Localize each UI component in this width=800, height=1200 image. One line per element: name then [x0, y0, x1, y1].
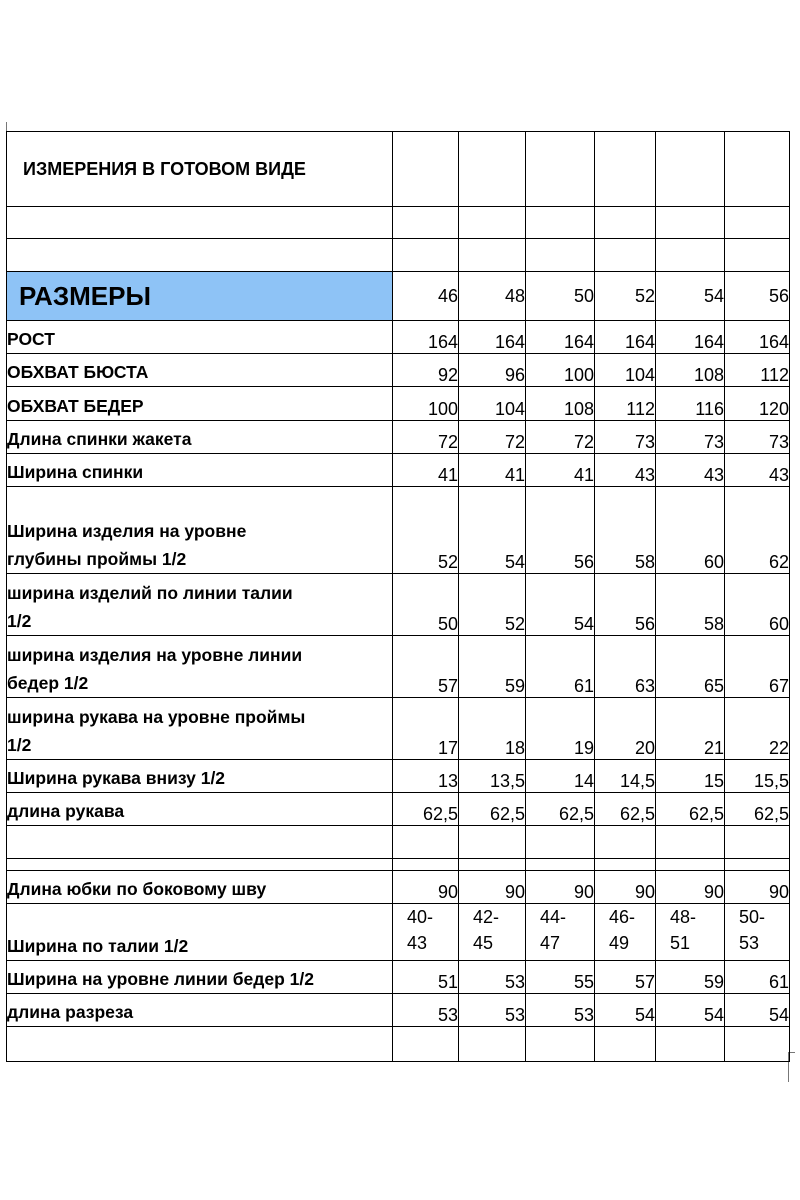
empty-cell	[725, 207, 790, 239]
empty-cell	[526, 826, 595, 859]
size-value-cell: 57	[595, 961, 656, 994]
size-value-cell: 43	[595, 454, 656, 487]
size-value-cell: 13,5	[459, 760, 526, 793]
size-value-cell: 15,5	[725, 760, 790, 793]
empty-cell	[725, 132, 790, 207]
measurements-table	[6, 131, 790, 1062]
row-label: длина разреза	[7, 994, 393, 1027]
size-header-cell: 52	[595, 272, 656, 321]
empty-cell	[595, 132, 656, 207]
empty-cell	[459, 207, 526, 239]
size-value-cell: 73	[725, 421, 790, 454]
size-value-cell: 53	[459, 994, 526, 1027]
size-value-cell: 54	[459, 487, 526, 574]
table-row	[7, 487, 790, 574]
table-row	[7, 994, 790, 1027]
size-value-cell	[656, 904, 725, 961]
size-value-cell: 62,5	[656, 793, 725, 826]
table-row	[7, 698, 790, 760]
empty-row	[7, 239, 790, 272]
size-header-cell: 54	[656, 272, 725, 321]
row-label: Ширина на уровне линии бедер 1/2	[7, 961, 393, 994]
table-row	[7, 354, 790, 387]
empty-cell	[459, 239, 526, 272]
size-value-part: 46-	[609, 907, 636, 927]
row-label-line: Ширина изделия на уровне	[7, 521, 247, 541]
row-label	[7, 698, 393, 760]
size-value-cell: 90	[459, 871, 526, 904]
size-value-cell: 62,5	[725, 793, 790, 826]
size-value-cell: 15	[656, 760, 725, 793]
sizes-row	[7, 272, 790, 321]
size-value-cell: 51	[393, 961, 459, 994]
empty-cell	[393, 132, 459, 207]
size-value-cell: 60	[725, 574, 790, 636]
size-value-cell: 53	[393, 994, 459, 1027]
size-value-cell: 56	[595, 574, 656, 636]
size-value-cell: 17	[393, 698, 459, 760]
table-row	[7, 871, 790, 904]
size-value-cell: 164	[393, 321, 459, 354]
empty-cell	[656, 132, 725, 207]
size-value-part: 53	[739, 933, 760, 953]
empty-cell	[595, 239, 656, 272]
table-row	[7, 574, 790, 636]
empty-cell	[526, 132, 595, 207]
empty-row	[7, 859, 790, 871]
size-value-part: 40-	[407, 907, 434, 927]
size-value-cell: 53	[459, 961, 526, 994]
size-header-cell: 48	[459, 272, 526, 321]
size-value-cell: 62,5	[393, 793, 459, 826]
empty-cell	[725, 859, 790, 871]
row-label: Ширина по талии 1/2	[7, 904, 393, 961]
table-row	[7, 454, 790, 487]
empty-cell	[725, 1027, 790, 1062]
size-value-cell: 112	[595, 387, 656, 421]
size-value-part: 45	[473, 933, 494, 953]
empty-cell	[595, 859, 656, 871]
size-value-part: 44-	[540, 907, 567, 927]
empty-cell	[7, 207, 393, 239]
size-value-part: 47	[540, 933, 561, 953]
size-value-cell: 90	[725, 871, 790, 904]
row-label	[7, 487, 393, 574]
size-value-cell: 62	[725, 487, 790, 574]
size-value-cell: 116	[656, 387, 725, 421]
size-value-cell: 54	[656, 994, 725, 1027]
empty-cell	[7, 859, 393, 871]
size-value-cell: 14,5	[595, 760, 656, 793]
empty-cell	[7, 239, 393, 272]
empty-cell	[595, 207, 656, 239]
empty-cell	[459, 1027, 526, 1062]
size-value-cell	[595, 904, 656, 961]
empty-cell	[656, 207, 725, 239]
size-value-cell: 90	[393, 871, 459, 904]
empty-cell	[459, 859, 526, 871]
size-value-cell: 21	[656, 698, 725, 760]
empty-cell	[656, 239, 725, 272]
row-label: ОБХВАТ БЮСТА	[7, 354, 393, 387]
row-label	[7, 574, 393, 636]
size-value-cell: 90	[595, 871, 656, 904]
table-title: ИЗМЕРЕНИЯ В ГОТОВОМ ВИДЕ	[7, 132, 393, 207]
empty-cell	[393, 859, 459, 871]
empty-row	[7, 826, 790, 859]
table-row	[7, 760, 790, 793]
row-label: Ширина рукава внизу 1/2	[7, 760, 393, 793]
empty-cell	[725, 826, 790, 859]
size-value-cell: 164	[656, 321, 725, 354]
empty-cell	[595, 1027, 656, 1062]
size-value-cell: 72	[459, 421, 526, 454]
size-value-part: 51	[670, 933, 691, 953]
empty-cell	[393, 207, 459, 239]
size-value-cell	[393, 904, 459, 961]
size-value-cell: 164	[459, 321, 526, 354]
size-header-cell: 56	[725, 272, 790, 321]
size-value-cell: 96	[459, 354, 526, 387]
table-row	[7, 904, 790, 961]
size-value-cell	[459, 904, 526, 961]
empty-cell	[595, 826, 656, 859]
row-label: РОСТ	[7, 321, 393, 354]
size-value-cell: 72	[393, 421, 459, 454]
row-label: Ширина спинки	[7, 454, 393, 487]
size-header-cell: 50	[526, 272, 595, 321]
size-value-cell: 104	[595, 354, 656, 387]
size-value-cell: 120	[725, 387, 790, 421]
size-value-cell: 61	[725, 961, 790, 994]
row-label: ОБХВАТ БЕДЕР	[7, 387, 393, 421]
size-value-part: 43	[407, 933, 428, 953]
size-value-cell: 100	[526, 354, 595, 387]
crop-mark-top-left	[6, 122, 7, 131]
size-value-cell	[526, 904, 595, 961]
size-value-cell: 73	[656, 421, 725, 454]
empty-cell	[656, 826, 725, 859]
size-value-cell: 52	[393, 487, 459, 574]
size-value-cell: 41	[459, 454, 526, 487]
row-label-line: 1/2	[7, 611, 32, 631]
empty-cell	[526, 1027, 595, 1062]
size-value-cell: 58	[595, 487, 656, 574]
size-value-cell: 55	[526, 961, 595, 994]
row-label-line: ширина рукава на уровне проймы	[7, 707, 306, 727]
size-value-cell: 58	[656, 574, 725, 636]
size-value-cell: 72	[526, 421, 595, 454]
size-value-cell: 13	[393, 760, 459, 793]
size-value-cell: 14	[526, 760, 595, 793]
header-row	[7, 132, 790, 207]
empty-cell	[393, 826, 459, 859]
size-value-cell: 164	[595, 321, 656, 354]
row-label-line: ширина изделий по линии талии	[7, 583, 293, 603]
size-value-cell: 43	[725, 454, 790, 487]
table-row	[7, 321, 790, 354]
size-value-cell: 90	[656, 871, 725, 904]
empty-cell	[526, 859, 595, 871]
size-value-cell: 62,5	[595, 793, 656, 826]
table-row	[7, 961, 790, 994]
row-label-line: бедер 1/2	[7, 673, 89, 693]
size-value-cell: 62,5	[526, 793, 595, 826]
empty-cell	[656, 859, 725, 871]
size-value-cell: 73	[595, 421, 656, 454]
size-value-cell: 104	[459, 387, 526, 421]
size-value-cell: 60	[656, 487, 725, 574]
size-value-cell: 59	[459, 636, 526, 698]
empty-cell	[725, 239, 790, 272]
size-value-cell	[725, 904, 790, 961]
size-value-part: 42-	[473, 907, 500, 927]
size-value-cell: 61	[526, 636, 595, 698]
size-value-part: 48-	[670, 907, 697, 927]
size-value-cell: 54	[595, 994, 656, 1027]
size-value-cell: 59	[656, 961, 725, 994]
table-row	[7, 793, 790, 826]
size-value-cell: 41	[393, 454, 459, 487]
empty-cell	[459, 826, 526, 859]
empty-cell	[526, 239, 595, 272]
empty-cell	[393, 239, 459, 272]
empty-row	[7, 207, 790, 239]
size-value-cell: 20	[595, 698, 656, 760]
size-value-cell: 65	[656, 636, 725, 698]
size-value-cell: 50	[393, 574, 459, 636]
table-row	[7, 421, 790, 454]
size-value-cell: 100	[393, 387, 459, 421]
size-value-cell: 108	[526, 387, 595, 421]
size-value-cell: 164	[526, 321, 595, 354]
size-value-cell: 90	[526, 871, 595, 904]
table-row	[7, 387, 790, 421]
row-label-line: глубины проймы 1/2	[7, 549, 187, 569]
empty-cell	[459, 132, 526, 207]
size-value-cell: 54	[526, 574, 595, 636]
empty-cell	[7, 826, 393, 859]
size-value-cell: 56	[526, 487, 595, 574]
row-label	[7, 636, 393, 698]
size-value-part: 50-	[739, 907, 766, 927]
size-header-cell: 46	[393, 272, 459, 321]
size-value-cell: 41	[526, 454, 595, 487]
row-label: длина рукава	[7, 793, 393, 826]
empty-cell	[526, 207, 595, 239]
size-value-cell: 164	[725, 321, 790, 354]
sizes-label: РАЗМЕРЫ	[7, 272, 393, 321]
size-value-cell: 22	[725, 698, 790, 760]
empty-row	[7, 1027, 790, 1062]
table-row	[7, 636, 790, 698]
size-value-cell: 18	[459, 698, 526, 760]
row-label: Длина юбки по боковому шву	[7, 871, 393, 904]
empty-cell	[656, 1027, 725, 1062]
size-value-cell: 112	[725, 354, 790, 387]
row-label-line: ширина изделия на уровне линии	[7, 645, 303, 665]
row-label-line: 1/2	[7, 735, 32, 755]
size-value-cell: 19	[526, 698, 595, 760]
empty-cell	[393, 1027, 459, 1062]
size-value-cell: 67	[725, 636, 790, 698]
size-value-cell: 92	[393, 354, 459, 387]
row-label: Длина спинки жакета	[7, 421, 393, 454]
size-value-cell: 108	[656, 354, 725, 387]
size-value-cell: 52	[459, 574, 526, 636]
size-value-cell: 53	[526, 994, 595, 1027]
size-value-cell: 57	[393, 636, 459, 698]
size-value-cell: 43	[656, 454, 725, 487]
size-value-part: 49	[609, 933, 630, 953]
size-value-cell: 62,5	[459, 793, 526, 826]
size-value-cell: 54	[725, 994, 790, 1027]
size-value-cell: 63	[595, 636, 656, 698]
empty-cell	[7, 1027, 393, 1062]
